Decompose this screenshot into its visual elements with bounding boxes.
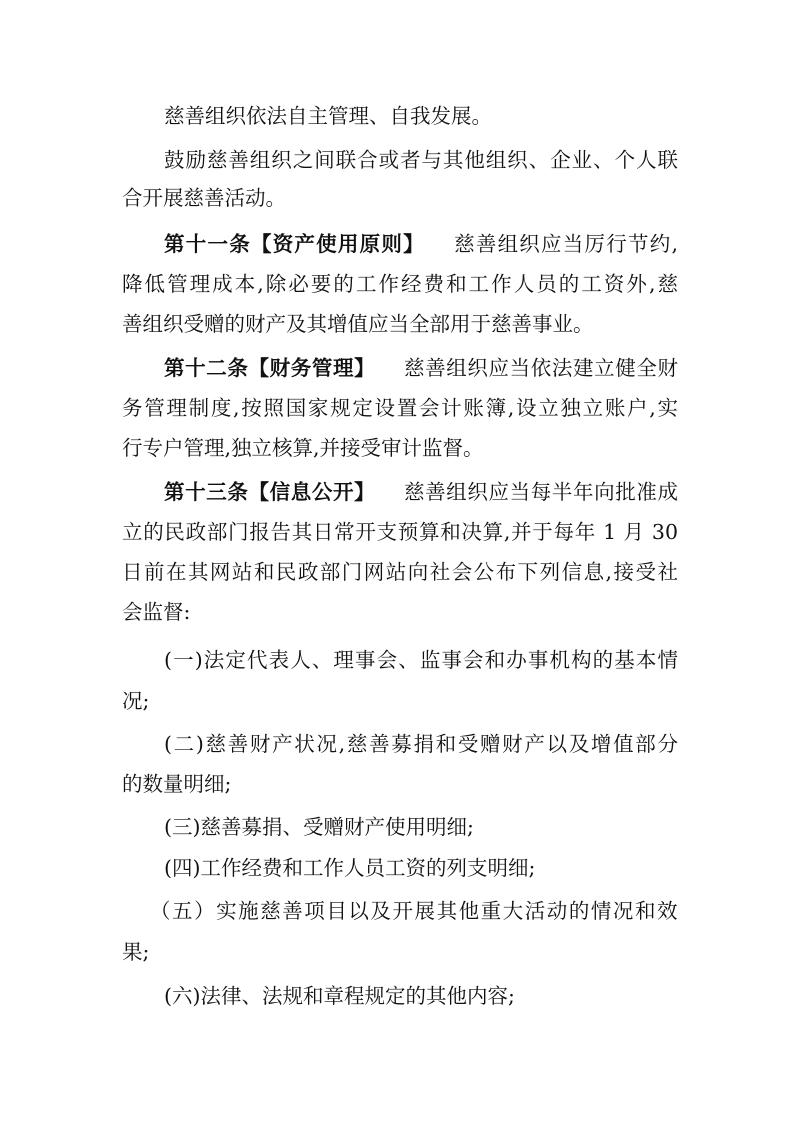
article-text: 慈善组织应当厉行节约, xyxy=(452,232,678,256)
paragraph-line: 善组织受赠的财产及其增值应当全部用于慈善事业。 xyxy=(122,312,594,336)
article-text: 慈善组织应当依法建立健全财 xyxy=(403,356,679,380)
paragraph-line: 的数量明细; xyxy=(122,772,232,796)
article-heading: 第十三条【信息公开】 xyxy=(164,480,376,504)
list-item: (二)慈善财产状况,慈善募捐和受赠财产以及增值部分 xyxy=(164,732,678,756)
list-item: (四)工作经费和工作人员工资的列支明细; xyxy=(164,856,536,880)
article-text: 慈善组织应当每半年向批准成 xyxy=(403,480,679,504)
paragraph-line: 合开展慈善活动。 xyxy=(122,186,286,210)
paragraph-line: 果; xyxy=(122,940,150,964)
paragraph-line: 日前在其网站和民政部门网站向社会公布下列信息,接受社 xyxy=(122,560,678,584)
article-11-first-line xyxy=(164,229,678,259)
list-item: (三)慈善募捐、受赠财产使用明细; xyxy=(164,815,474,839)
list-item: (六)法律、法规和章程规定的其他内容; xyxy=(164,984,515,1008)
article-13-first-line xyxy=(164,477,678,507)
paragraph-line: 务管理制度,按照国家规定设置会计账簿,设立独立账户,实 xyxy=(122,396,678,420)
paragraph-line: 况; xyxy=(122,689,150,713)
paragraph-line: 慈善组织依法自主管理、自我发展。 xyxy=(164,104,492,128)
paragraph-line: 鼓励慈善组织之间联合或者与其他组织、企业、个人联 xyxy=(164,148,678,172)
list-item: (一)法定代表人、理事会、监事会和办事机构的基本情 xyxy=(164,648,678,672)
paragraph-line: 降低管理成本,除必要的工作经费和工作人员的工资外,慈 xyxy=(122,272,678,296)
paragraph-line: 行专户管理,独立核算,并接受审计监督。 xyxy=(122,436,484,460)
article-12-first-line xyxy=(164,353,678,383)
article-heading: 第十一条【资产使用原则】 xyxy=(164,232,425,256)
paragraph-line: 立的民政部门报告其日常开支预算和决算,并于每年 1 月 30 xyxy=(122,520,678,544)
list-item: （五）实施慈善项目以及开展其他重大活动的情况和效 xyxy=(150,899,678,923)
article-heading: 第十二条【财务管理】 xyxy=(164,356,376,380)
paragraph-line: 会监督: xyxy=(122,600,191,624)
